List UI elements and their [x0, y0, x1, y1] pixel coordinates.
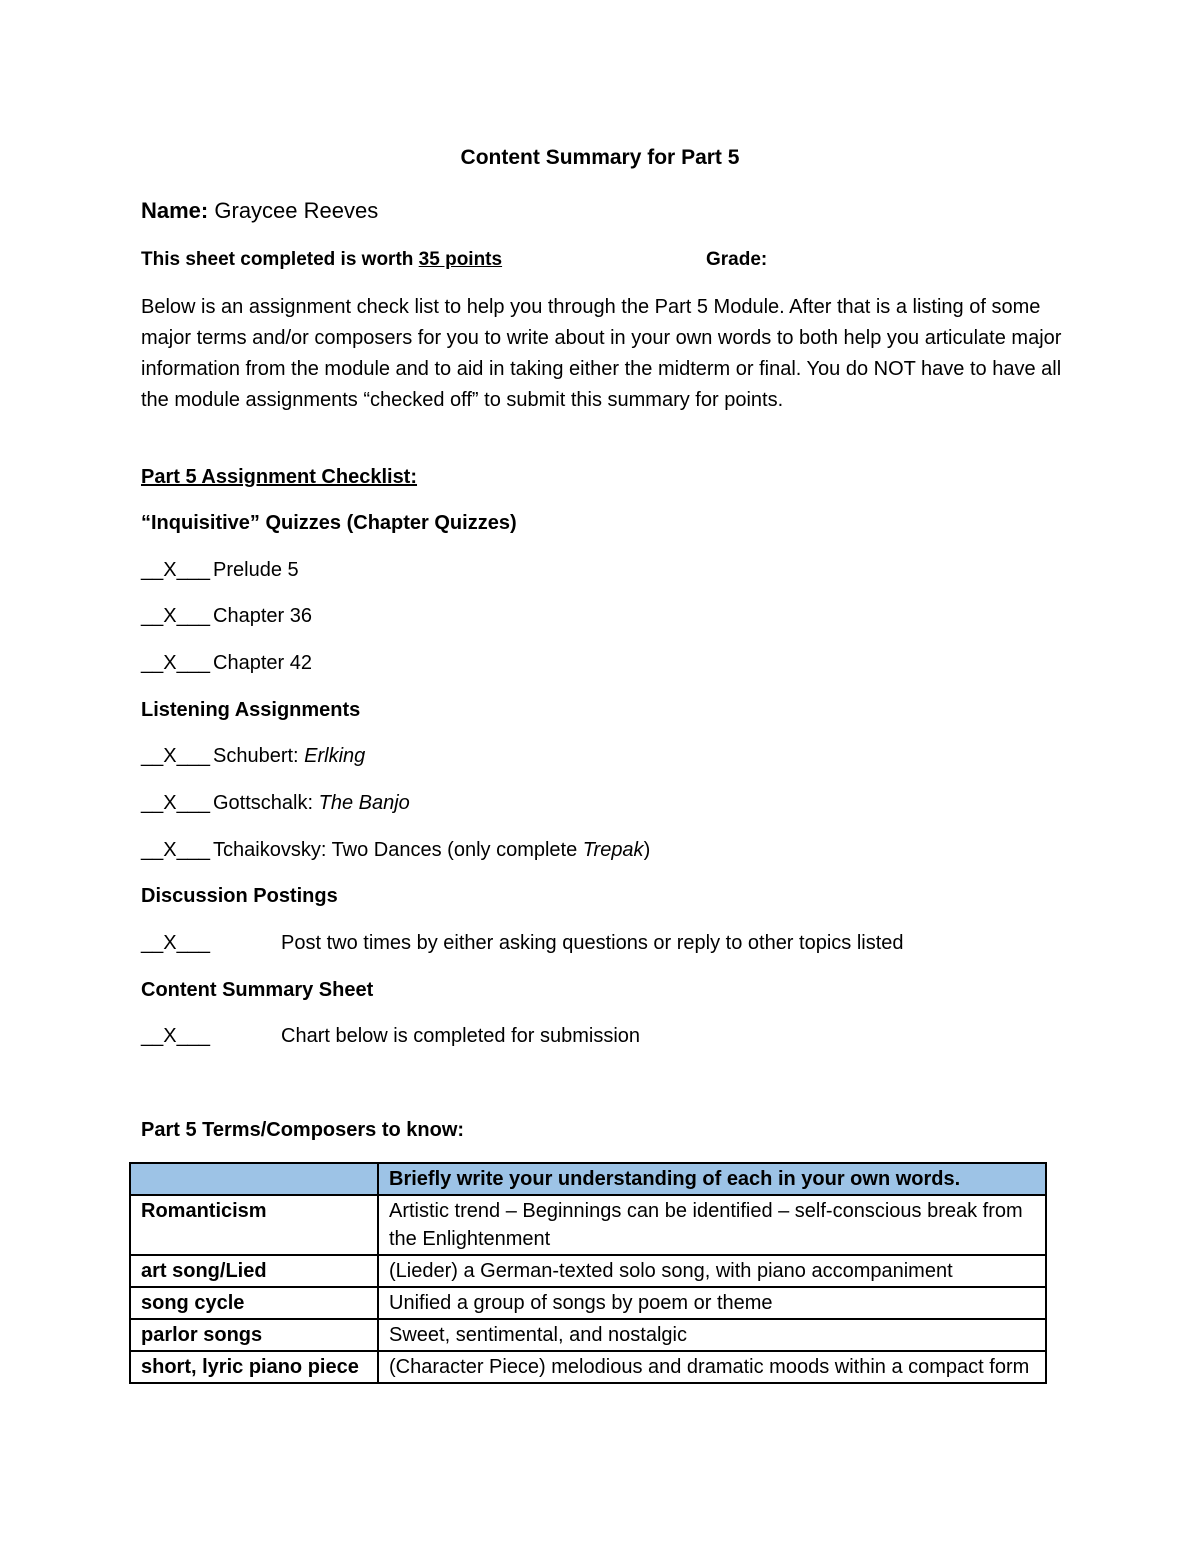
term-cell: short, lyric piano piece [130, 1351, 378, 1383]
checklist-heading: Part 5 Assignment Checklist: [141, 466, 418, 488]
listening-heading: Listening Assignments [141, 699, 361, 721]
table-header-term [130, 1163, 378, 1195]
intro-paragraph: Below is an assignment check list to help you through the Part 5 Module. After that is a listing of some major terms and/or composers for you to write about in your own words to both help you articulate major information from the module and to aid in taking either the midterm or final. You do NOT have to have all the module assignments “checked off” to submit this summary for points. [141, 296, 1062, 411]
grade-label: Grade: [706, 249, 768, 270]
summary-sheet-item [141, 1025, 640, 1048]
worth-prefix: This sheet completed is worth [141, 249, 414, 270]
name-line [141, 198, 378, 224]
table-header-row [130, 1163, 1046, 1195]
table-row [130, 1319, 1046, 1351]
summary-sheet-heading: Content Summary Sheet [141, 979, 374, 1001]
terms-heading: Part 5 Terms/Composers to know: [141, 1119, 465, 1141]
table-row [130, 1255, 1046, 1287]
table-row [130, 1195, 1046, 1255]
table-row [130, 1351, 1046, 1383]
listening-suffix: ) [643, 839, 651, 861]
discussion-heading: Discussion Postings [141, 885, 338, 907]
listening-item [141, 839, 650, 862]
listening-work: Trepak [582, 839, 644, 861]
table-header-desc: Briefly write your understanding of each in your own words. [378, 1163, 1046, 1195]
name-label: Name: [141, 198, 209, 223]
quiz-item-label: Chapter 42 [213, 652, 312, 674]
listening-composer: Schubert: [213, 745, 299, 767]
terms-table [129, 1162, 1047, 1384]
summary-sheet-item-label: Chart below is completed for submission [281, 1025, 641, 1047]
discussion-item-label: Post two times by either asking questions or reply to other topics listed [281, 932, 904, 954]
page-title: Content Summary for Part 5 [460, 146, 740, 169]
listening-item [141, 792, 410, 815]
worth-line [141, 249, 841, 271]
check-mark: __X___ [141, 792, 210, 814]
term-cell: song cycle [130, 1287, 378, 1319]
term-cell: Romanticism [130, 1195, 378, 1255]
description-cell: Sweet, sentimental, and nostalgic [378, 1319, 1046, 1351]
quiz-item [141, 559, 299, 582]
check-mark: __X___ [141, 1025, 210, 1047]
quizzes-heading: “Inquisitive” Quizzes (Chapter Quizzes) [141, 512, 517, 534]
quiz-item [141, 652, 312, 675]
student-name: Graycee Reeves [214, 198, 379, 223]
term-cell: parlor songs [130, 1319, 378, 1351]
term-cell: art song/Lied [130, 1255, 378, 1287]
quiz-item-label: Prelude 5 [213, 559, 299, 581]
quiz-item [141, 605, 312, 628]
table-row [130, 1287, 1046, 1319]
worth-points: 35 points [418, 249, 503, 270]
description-cell: Artistic trend – Beginnings can be identified – self-conscious break from the Enlightenment [378, 1195, 1046, 1255]
check-mark: __X___ [141, 839, 210, 861]
listening-work: The Banjo [318, 792, 410, 814]
description-cell: Unified a group of songs by poem or theme [378, 1287, 1046, 1319]
description-cell: (Lieder) a German-texted solo song, with piano accompaniment [378, 1255, 1046, 1287]
listening-composer: Tchaikovsky: Two Dances (only complete [213, 839, 578, 861]
listening-composer: Gottschalk: [213, 792, 314, 814]
check-mark: __X___ [141, 559, 210, 581]
listening-work: Erlking [304, 745, 366, 767]
quiz-item-label: Chapter 36 [213, 605, 312, 627]
check-mark: __X___ [141, 932, 210, 954]
description-cell: (Character Piece) melodious and dramatic moods within a compact form [378, 1351, 1046, 1383]
discussion-item [141, 932, 904, 955]
listening-item [141, 745, 365, 768]
check-mark: __X___ [141, 745, 210, 767]
check-mark: __X___ [141, 652, 210, 674]
check-mark: __X___ [141, 605, 210, 627]
